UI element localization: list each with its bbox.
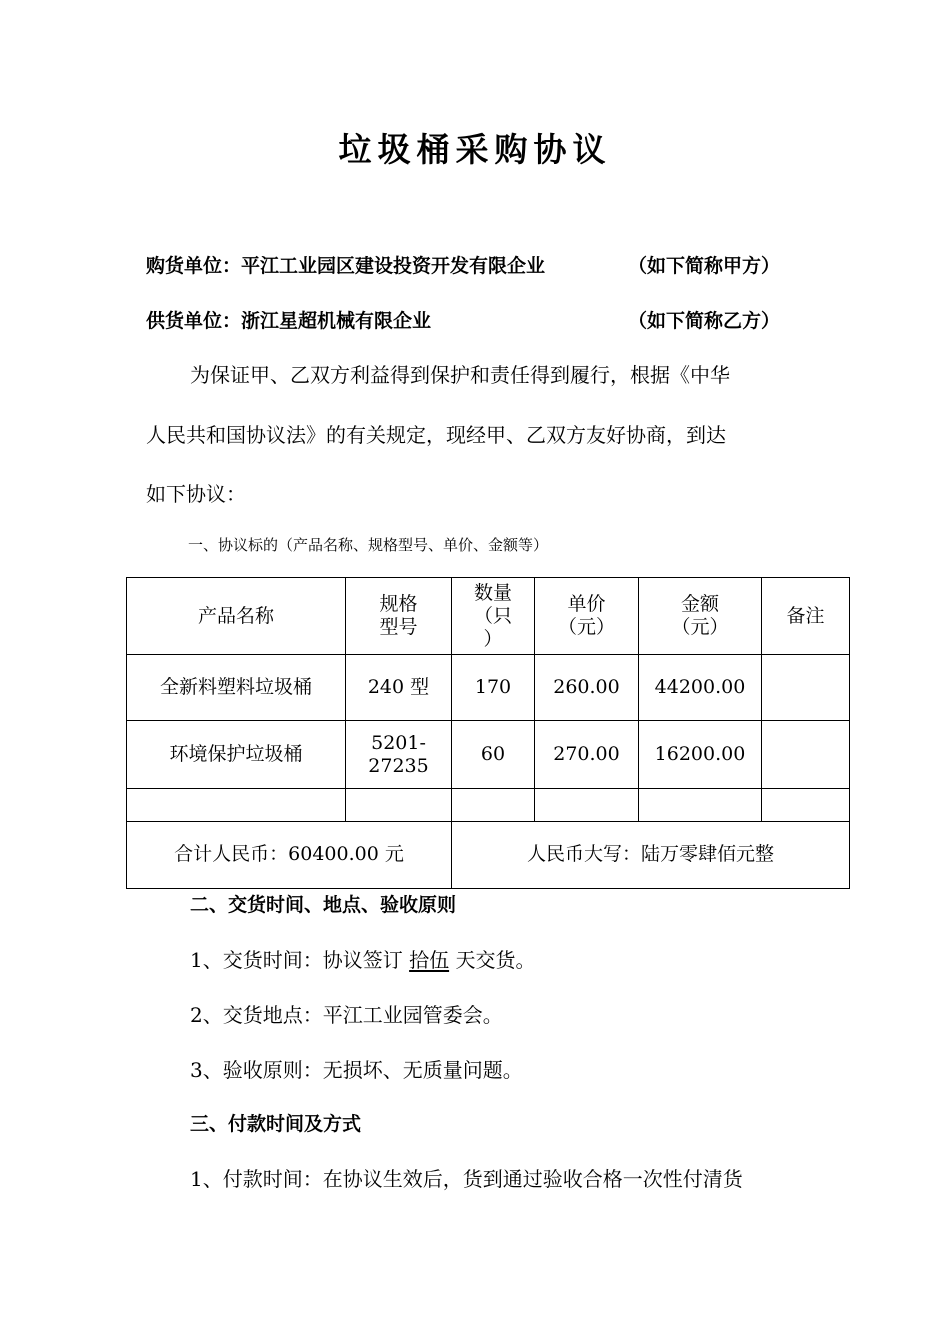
item1-suffix: 天交货。 [449, 948, 536, 972]
table-row [127, 721, 850, 788]
delivery-days-blank: 拾伍 [409, 948, 450, 972]
cell-remark [762, 655, 850, 721]
header-amount [639, 578, 762, 655]
cell-amount: 16200.00 [639, 721, 762, 788]
cell-unit-price: 270.00 [535, 721, 639, 788]
header-spec-line2: 型号 [379, 616, 418, 639]
header-spec-line1: 规格 [379, 593, 418, 616]
cell-unit-price: 260.00 [535, 655, 639, 721]
cell-spec [346, 721, 452, 788]
item1-prefix: 1、交货时间：协议签订 [190, 948, 410, 972]
empty-cell [346, 788, 452, 821]
header-amount-line2: （元） [671, 616, 729, 639]
total-amount-cell: 合计人民币：60400.00 元 [127, 821, 452, 888]
section3-heading: 三、付款时间及方式 [190, 1113, 362, 1135]
empty-cell [535, 788, 639, 821]
document-title: 垃圾桶采购协议 [338, 130, 612, 169]
cell-product-name: 环境保护垃圾桶 [127, 721, 346, 788]
intro-line-2: 人民共和国协议法》的有关规定，现经甲、乙双方友好协商，到达 [146, 423, 726, 447]
seller-note: （如下简称乙方） [628, 310, 781, 332]
total-words-cell: 人民币大写：陆万零肆佰元整 [452, 821, 850, 888]
header-unit-price [535, 578, 639, 655]
header-qty-line3: ） [483, 627, 503, 650]
cell-quantity: 170 [452, 655, 535, 721]
cell-spec-line1: 5201- [371, 731, 426, 754]
goods-table [126, 577, 850, 889]
seller-label: 供货单位： [146, 310, 242, 332]
section3-item1: 1、付款时间：在协议生效后，货到通过验收合格一次性付清货 [190, 1167, 743, 1191]
empty-cell [762, 788, 850, 821]
header-quantity [452, 578, 535, 655]
section2-heading: 二、交货时间、地点、验收原则 [190, 894, 457, 916]
header-price-line2: （元） [557, 616, 615, 639]
cell-spec-line2: 27235 [368, 754, 429, 777]
cell-quantity: 60 [452, 721, 535, 788]
empty-cell [127, 788, 346, 821]
section1-heading: 一、协议标的（产品名称、规格型号、单价、金额等） [188, 536, 549, 554]
header-spec [346, 578, 452, 655]
table-empty-row [127, 788, 850, 821]
table-header-row [127, 578, 850, 655]
header-product-name: 产品名称 [127, 578, 346, 655]
header-remark: 备注 [762, 578, 850, 655]
seller-name: 浙江星超机械有限企业 [241, 310, 432, 332]
empty-cell [452, 788, 535, 821]
section2-item3: 3、验收原则：无损坏、无质量问题。 [190, 1058, 523, 1082]
cell-remark [762, 721, 850, 788]
buyer-note: （如下简称甲方） [628, 255, 781, 277]
cell-amount: 44200.00 [639, 655, 762, 721]
header-price-line1: 单价 [567, 593, 606, 616]
header-qty-line2: （只 [473, 604, 512, 627]
header-qty-line1: 数量 [473, 581, 512, 604]
table-row [127, 655, 850, 721]
header-amount-line1: 金额 [680, 593, 719, 616]
empty-cell [639, 788, 762, 821]
buyer-name: 平江工业园区建设投资开发有限企业 [241, 255, 546, 277]
intro-line-3: 如下协议： [146, 482, 246, 506]
buyer-label: 购货单位： [146, 255, 242, 277]
cell-product-name: 全新料塑料垃圾桶 [127, 655, 346, 721]
seller-line [146, 306, 431, 333]
cell-spec: 240 型 [346, 655, 452, 721]
table-total-row [127, 821, 850, 888]
buyer-line [146, 251, 545, 278]
intro-line-1: 为保证甲、乙双方利益得到保护和责任得到履行，根据《中华 [190, 363, 730, 387]
section2-item2: 2、交货地点：平江工业园管委会。 [190, 1003, 503, 1027]
section2-item1 [190, 944, 535, 973]
